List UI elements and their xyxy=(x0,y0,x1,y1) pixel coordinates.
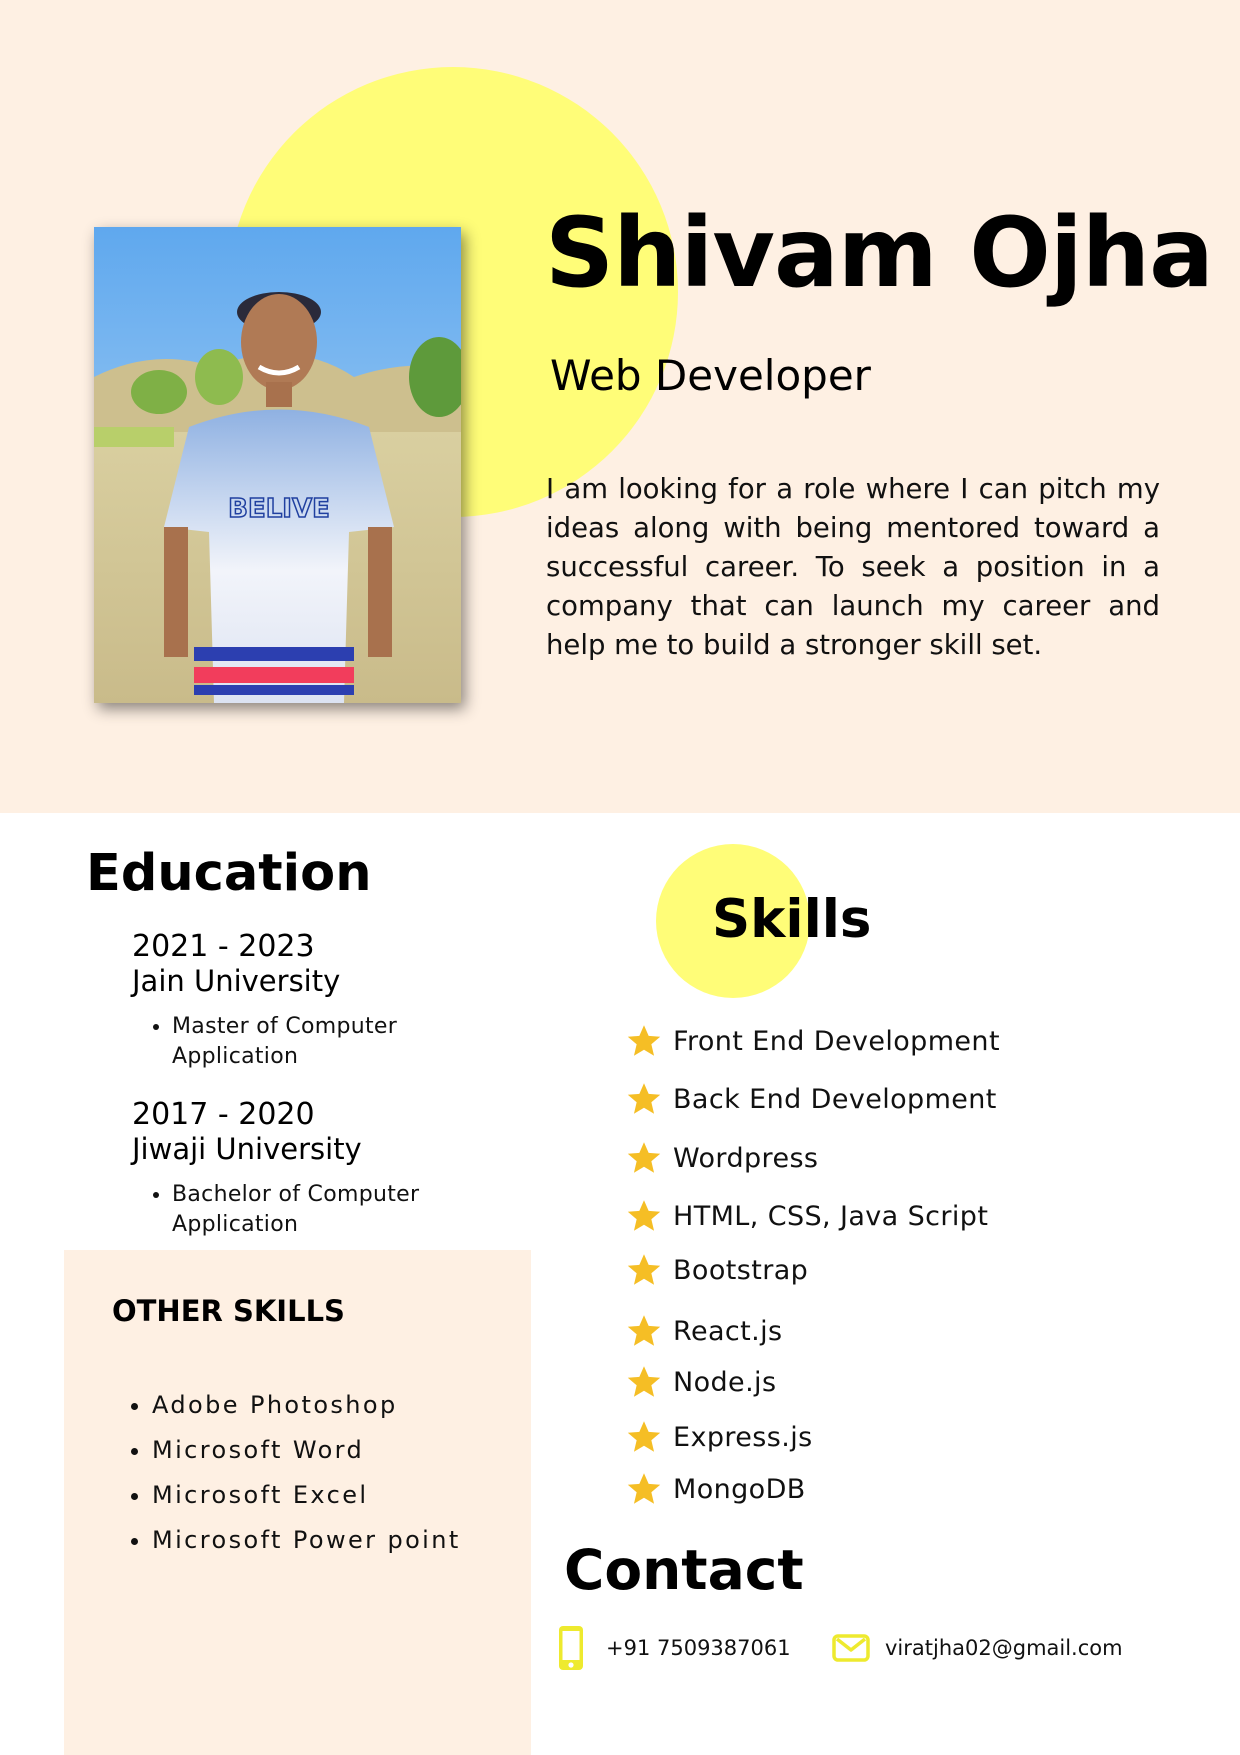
education-degree: • Master of Computer Application xyxy=(172,1012,462,1072)
star-icon xyxy=(626,1364,662,1400)
star-icon xyxy=(626,1198,662,1234)
phone-icon xyxy=(558,1625,584,1671)
education-entry xyxy=(132,1098,462,1240)
skill-label: Bootstrap xyxy=(673,1254,809,1286)
education-details xyxy=(132,1180,462,1240)
star-icon xyxy=(626,1023,662,1059)
contact-heading: Contact xyxy=(564,1538,804,1602)
skill-label: Node.js xyxy=(673,1366,777,1398)
photo-illustration xyxy=(94,227,461,703)
skills-heading: Skills xyxy=(712,889,872,950)
skill-item xyxy=(626,1419,813,1455)
skill-item xyxy=(626,1140,818,1176)
education-details xyxy=(132,1012,462,1072)
other-skills-heading: OTHER SKILLS xyxy=(112,1294,345,1328)
skill-label: Front End Development xyxy=(673,1025,1000,1057)
other-skill-item: • Microsoft Power point xyxy=(152,1518,461,1563)
education-heading: Education xyxy=(86,844,372,903)
skill-item xyxy=(626,1313,783,1349)
skill-item xyxy=(626,1471,806,1507)
phone-number[interactable]: +91 7509387061 xyxy=(606,1636,791,1660)
skill-item xyxy=(626,1364,776,1400)
education-years: 2017 - 2020 xyxy=(132,1097,315,1132)
job-title: Web Developer xyxy=(550,351,871,400)
skill-label: Back End Development xyxy=(673,1083,997,1115)
mail-icon xyxy=(832,1634,870,1662)
skill-item xyxy=(626,1198,988,1234)
skill-item xyxy=(626,1081,997,1117)
star-icon xyxy=(626,1140,662,1176)
education-degree: • Bachelor of Computer Application xyxy=(172,1180,462,1240)
star-icon xyxy=(626,1471,662,1507)
star-icon xyxy=(626,1419,662,1455)
skill-item xyxy=(626,1252,808,1288)
profile-summary: I am looking for a role where I can pitch my ideas along with being mentored toward a successful career. To seek a position in a company that can launch my career and help me to build a stronger skill set. xyxy=(546,473,1160,661)
star-icon xyxy=(626,1081,662,1117)
education-entry xyxy=(132,930,462,1072)
other-skill-item: • Microsoft Word xyxy=(152,1428,461,1473)
skill-label: Wordpress xyxy=(673,1142,819,1174)
skill-label: Express.js xyxy=(673,1421,813,1453)
other-skill-item: • Microsoft Excel xyxy=(152,1473,461,1518)
profile-photo xyxy=(94,227,461,703)
star-icon xyxy=(626,1313,662,1349)
other-skills-list xyxy=(122,1383,461,1563)
star-icon xyxy=(626,1252,662,1288)
svg-text:BELIVE: BELIVE xyxy=(228,494,330,524)
skill-label: React.js xyxy=(673,1315,783,1347)
education-school: Jiwaji University xyxy=(132,1132,362,1166)
skill-label: MongoDB xyxy=(673,1473,806,1505)
candidate-name: Shivam Ojha xyxy=(545,197,1213,309)
education-school: Jain University xyxy=(132,964,341,998)
skill-item xyxy=(626,1023,1000,1059)
other-skill-item: • Adobe Photoshop xyxy=(152,1383,461,1428)
education-years: 2021 - 2023 xyxy=(132,929,315,964)
skill-label: HTML, CSS, Java Script xyxy=(673,1200,989,1232)
email-address[interactable]: viratjha02@gmail.com xyxy=(885,1636,1123,1660)
